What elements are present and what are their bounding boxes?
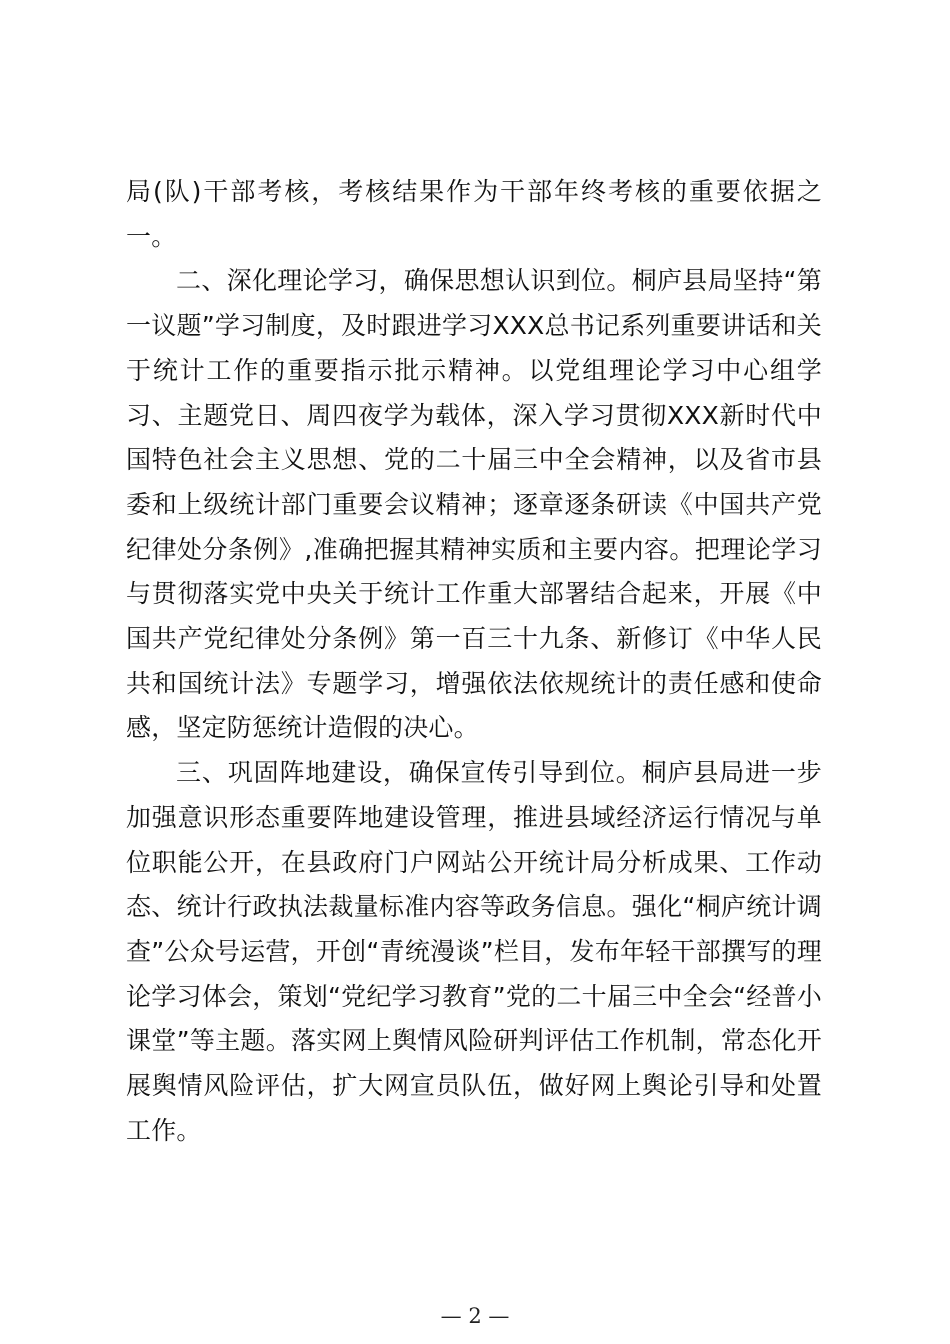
paragraph-section-two: 二、深化理论学习，确保思想认识到位。桐庐县局坚持“第一议题”学习制度，及时跟进学习XXX总书记系列重要讲话和关于统计工作的重要指示批示精神。以党组理论学习中心组学习、主题党日、周四夜学为载体，深入学习贯彻XXX新时代中国特色社会主义思想、党的二十届三中全会精神，以及省市县委和上级统计部门重要会议精神；逐章逐条研读《中国共产党纪律处分条例》,准确把握其精神实质和主要内容。把理论学习与贯彻落实党中央关于统计工作重大部署结合起来，开展《中国共产党纪律处分条例》第一百三十九条、新修订《中华人民共和国统计法》专题学习，增强依法依规统计的责任感和使命感，坚定防惩统计造假的决心。 [126,266,822,743]
paragraph-section-three: 三、巩固阵地建设，确保宣传引导到位。桐庐县局进一步加强意识形态重要阵地建设管理，推进县域经济运行情况与单位职能公开，在县政府门户网站公开统计局分析成果、工作动态、统计行政执法裁量标准内容等政务信息。强化“桐庐统计调查”公众号运营，开创“青统漫谈”栏目，发布年轻干部撰写的理论学习体会，策划“党纪学习教育”党的二十届三中全会“经普小课堂”等主题。落实网上舆情风险研判评估工作机制，常态化开展舆情风险评估，扩大网宣员队伍，做好网上舆论引导和处置工作。 [126,758,822,1145]
paragraph-continuation: 局(队)干部考核，考核结果作为干部年终考核的重要依据之一。 [126,177,822,251]
document-body [126,170,822,1153]
page-number: — 2 — [440,1304,510,1328]
